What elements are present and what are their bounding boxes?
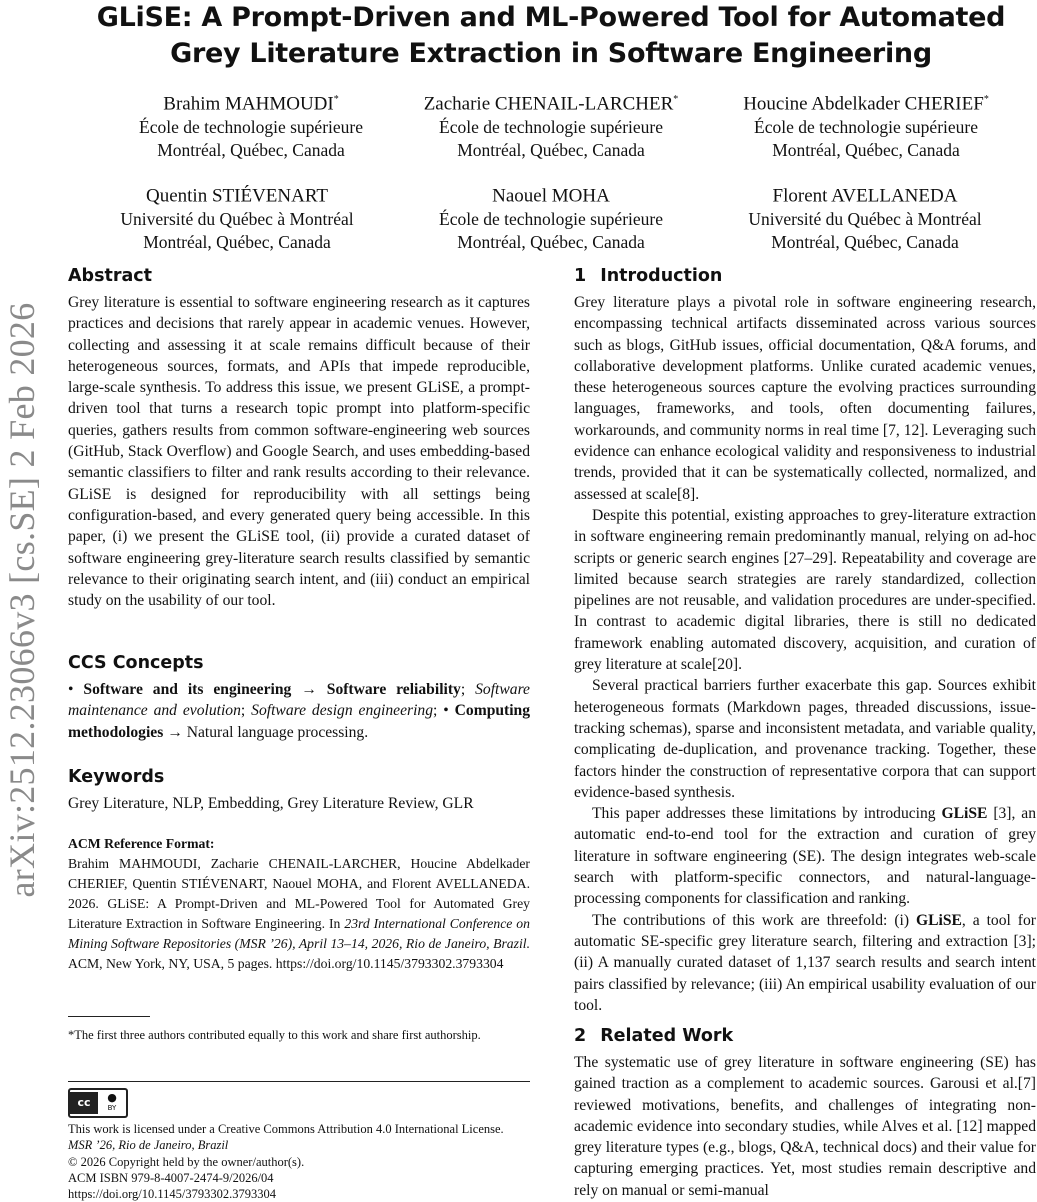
ccs-section (68, 651, 530, 743)
author-affiliation: Université du Québec à Montréal (120, 209, 354, 230)
author-name: Quentin STIÉVENART (146, 185, 328, 207)
intro-paragraph-3: Several practical barriers further exacerbate this gap. Sources exhibit heterogeneous formats (Markdown pages, threaded discussions, issue-tracking schemas), sparse and inconsistent metadata, and variable quality, complicating de-duplication, and provenance tracking. Together, these factors hinder the construction of representative corpora that can support evidence-based synthesis. (574, 677, 1036, 801)
abstract-text: Grey literature is essential to software engineering research as it captures practices and decisions that rarely appear in academic venues. However, collecting and assessing it at scale remains difficult because of their heterogeneous sources, formats, and APIs that impede reproducible, large-scale synthesis. To address this issue, we present GLiSE, a prompt-driven tool that turns a research topic prompt into platform-specific queries, gathers results from common software-engineering web sources (GitHub, Stack Overflow) and Google Search, and uses embedding-based semantic classifiers to filter and rank results according to their relevance. GLiSE is designed for reproducibility with all settings being configuration-based, and every generated query being accessible. In this paper, (i) we present the GLiSE tool, (ii) provide a curated dataset of software engineering grey-literature search results classified by semantic relevance to their originating search intent, and (iii) conduct an empirical study on the usability of our tool. (68, 294, 530, 610)
keywords-text: Grey Literature, NLP, Embedding, Grey Literature Review, GLR (68, 795, 474, 812)
title-line-2: Grey Literature Extraction in Software Engineering (170, 38, 932, 69)
abstract-section (68, 264, 530, 611)
ccs-heading: CCS Concepts (68, 653, 204, 673)
footnote-rule (68, 1016, 150, 1017)
intro-paragraph-1: Grey literature plays a pivotal role in software engineering research, encompassing technical artifacts disseminated across various sources such as blogs, GitHub issues, official documentation, Q&A forums, and collaborative development platforms. Unlike curated academic venues, these heterogeneous sources capture the evolving practices surrounding languages, frameworks, and tools, often documenting failures, workarounds, and community norms in real time [7, 12]. Leveraging such evidence can enhance ecological validity and responsiveness to industrial trends, provided that it can be systematically collected, normalized, and assessed at scale[8]. (574, 294, 1036, 503)
author-location: Montréal, Québec, Canada (457, 231, 645, 252)
license-line: This work is licensed under a Creative Commons Attribution 4.0 International License. (68, 1122, 504, 1136)
author-location: Montréal, Québec, Canada (143, 231, 331, 252)
title-line-1: GLiSE: A Prompt-Driven and ML-Powered Tool for Automated (96, 2, 1006, 33)
license-copyright: © 2026 Copyright held by the owner/author(s). (68, 1154, 305, 1169)
author-location: Montréal, Québec, Canada (772, 139, 960, 160)
keywords-section (68, 765, 530, 814)
acm-reference (68, 834, 530, 974)
author-block (86, 88, 416, 161)
license-block (68, 1088, 530, 1202)
author-location: Montréal, Québec, Canada (157, 139, 345, 160)
author-name: Florent AVELLANEDA (772, 185, 958, 207)
license-rule (68, 1081, 530, 1082)
acm-reference-text: Brahim MAHMOUDI, Zacharie CHENAIL-LARCHER, Houcine Abdelkader CHERIEF, Quentin STIÉVENART, Naouel MOHA, and Florent AVELLANEDA. 2026. GLiSE: A Prompt-Driven and ML-Powered Tool for Automated Grey Literature Extraction in Software Engineering. In 23rd International Conference on Mining Software Repositories (MSR ’26), April 13–14, 2026, Rio de Janeiro, Brazil. ACM, New York, NY, USA, 5 pages. https://doi.org/10.1145/3793302.3793304 (68, 856, 530, 971)
arxiv-stamp-text: arXiv:2512.23066v3 [cs.SE] 2 Feb 2026 (2, 302, 42, 898)
intro-paragraph-5: The contributions of this work are threefold: (i) GLiSE, a tool for automatic SE-specific grey literature search, filtering and extraction [3]; (ii) A manually curated dataset of 1,137 search results and search intent pairs classified by relevance; (iii) An empirical usability evaluation of our tool. (574, 911, 1036, 1014)
related-work-heading: 2 Related Work (574, 1026, 734, 1046)
introduction-heading: 1 Introduction (574, 266, 723, 286)
author-block (386, 88, 716, 161)
intro-paragraph-4: This paper addresses these limitations by introducing GLiSE [3], an automatic end-to-end tool for the extraction and curation of grey literature in software engineering (SE). The design integrates web-scale search with platform-specific connectors, and natural-language-processing components for classification and ranking. (574, 805, 1036, 908)
author-affiliation: École de technologie supérieure (439, 117, 663, 138)
author-location: Montréal, Québec, Canada (771, 231, 959, 252)
license-text (68, 1121, 530, 1202)
license-isbn: ACM ISBN 979-8-4007-2474-9/2026/04 (68, 1170, 274, 1185)
author-affiliation: École de technologie supérieure (439, 209, 663, 230)
author-affiliation: Université du Québec à Montréal (748, 209, 982, 230)
author-name: Naouel MOHA (492, 185, 610, 207)
related-paragraph-1: The systematic use of grey literature in software engineering (SE) has gained traction as a complement to academic sources. Garousi et al.[7] reviewed motivations, benefits, and challenges of integrating non-academic evidence into secondary studies, while Alves et al. [12] mapped grey literature types (e.g., blogs, Q&A, technical docs) and their value for capturing emerging practices. Yet, most studies remain descriptive and rely on manual or semi-manual (574, 1054, 1036, 1199)
arxiv-stamp (2, 280, 42, 920)
author-affiliation: École de technologie supérieure (139, 117, 363, 138)
abstract-heading: Abstract (68, 266, 153, 286)
paper-title (60, 0, 1037, 72)
cc-icon: cc (70, 1092, 98, 1114)
author-location: Montréal, Québec, Canada (457, 139, 645, 160)
author-name: Zacharie CHENAIL-LARCHER* (423, 93, 679, 115)
cc-by-badge[interactable] (68, 1088, 128, 1118)
intro-paragraph-2: Despite this potential, existing approaches to grey-literature extraction in software engineering remain predominantly manual, relying on ad-hoc scripts or generic search engines [27–29]. Repeatability and coverage are limited because search strategies are rarely standardized, collection pipelines are not reusable, and validation procedures are under-specified. In contrast to academic digital libraries, there is still no dedicated framework enabling automated discovery, acquisition, and curation of grey literature at scale[20]. (574, 506, 1036, 674)
keywords-heading: Keywords (68, 767, 165, 787)
author-name: Brahim MAHMOUDI* (163, 93, 339, 115)
author-affiliation: École de technologie supérieure (754, 117, 978, 138)
introduction-section (574, 264, 1036, 1016)
ccs-text: • Software and its engineering → Software reliability; Software maintenance and evolution; Software design engineering; • Computing methodologies → Natural language processing. (68, 681, 531, 741)
by-icon: ● BY (107, 1091, 117, 1112)
footnote: *The first three authors contributed equally to this work and share first authorship. (68, 1028, 481, 1042)
author-block (701, 88, 1031, 161)
author-block (386, 180, 716, 253)
acm-reference-heading: ACM Reference Format: (68, 836, 215, 851)
author-block (72, 180, 402, 253)
author-block (700, 180, 1030, 253)
license-doi[interactable]: https://doi.org/10.1145/3793302.3793304 (68, 1187, 276, 1202)
author-name: Houcine Abdelkader CHERIEF* (743, 93, 989, 115)
license-venue: MSR ’26, Rio de Janeiro, Brazil (68, 1138, 229, 1153)
related-work-section (574, 1024, 1036, 1201)
